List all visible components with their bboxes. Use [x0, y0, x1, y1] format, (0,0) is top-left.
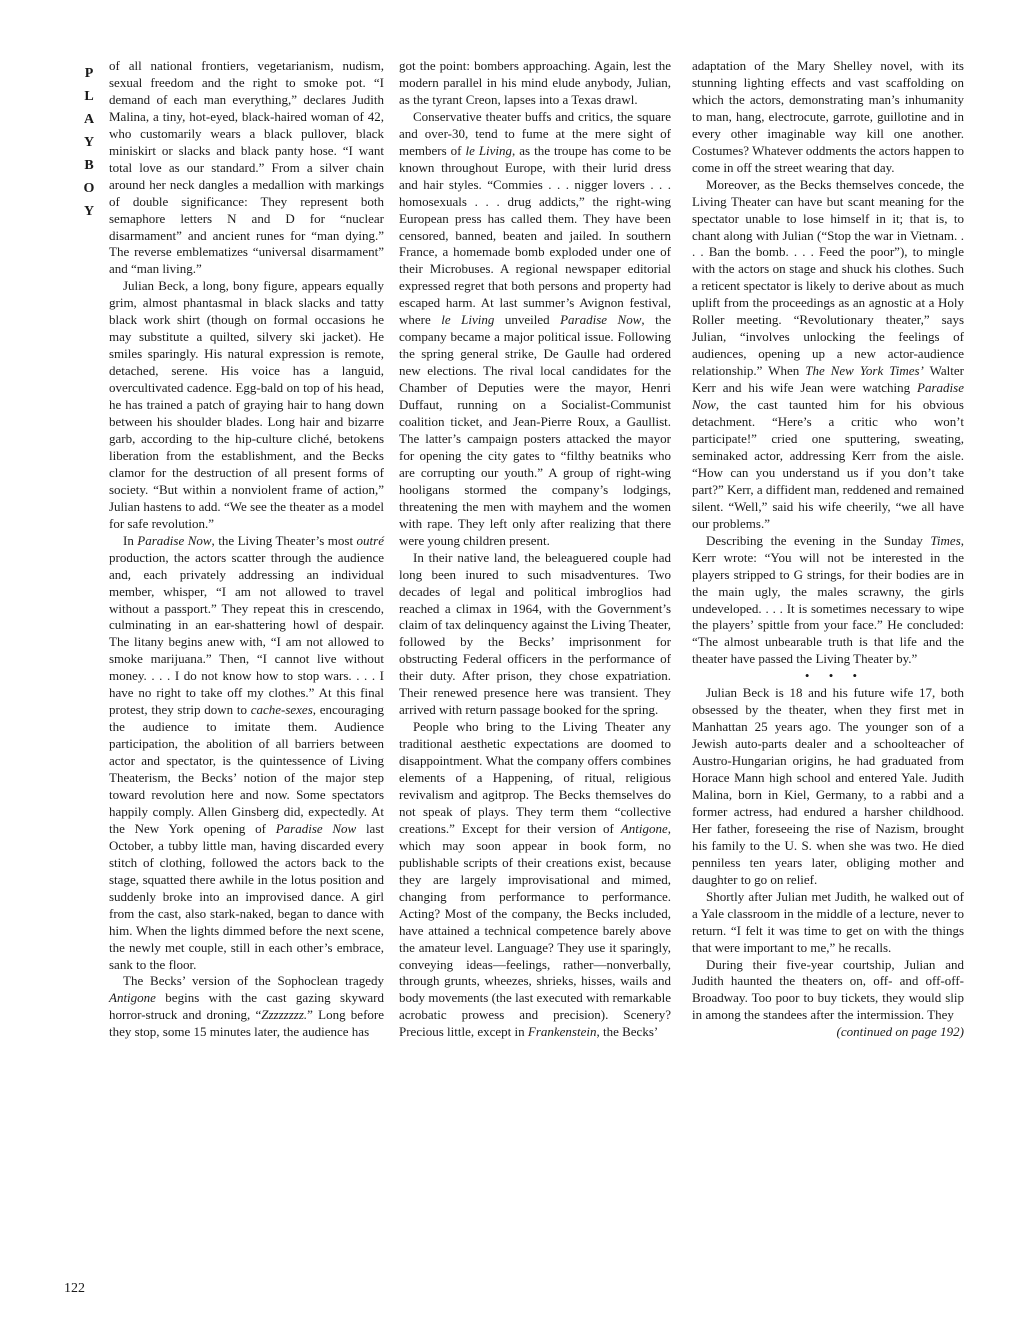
running-head-letter: L — [84, 89, 94, 104]
section-break: • • • — [804, 668, 866, 684]
text-column-3 — [692, 58, 964, 1041]
text-column-1 — [109, 58, 384, 1041]
paragraph: Julian Beck is 18 and his future wife 17, both obsessed by the theater, when they first met in Manhattan 25 years ago. The younger son of a Jewish auto-parts dealer and a schoolteacher of Austro-Hungarian origins, he had graduated from Horace Mann high school and entered Yale. Judith Malina, born in Kiel, Germany, to a rabbi and a former actress, had endured a harsher childhood. Her father, foreseeing the rise of Nazism, brought his family to the U. S. when she was two. He died penniless ten years later, obliging mother and daughter to go on relief. — [692, 685, 964, 887]
paragraph: In their native land, the beleaguered couple had long been inured to such misadventures. Two decades of legal and political imbroglios had reached a climax in 1964, with the Government’s claim of tax delinquency against the Living Theater, followed by the Becks’ imprisonment for obstructing Federal officers in the performance of their duty. After prison, they chose expatriation. Their renewed presence here was transient. They arrived with return passage booked for the spring. — [399, 549, 671, 718]
paragraph: Shortly after Julian met Judith, he walked out of a Yale classroom in the middle of a lecture, never to return. “I felt it was time to get on with the things that were important to me,” he recalls. — [692, 888, 964, 955]
text-column-2 — [399, 58, 671, 1041]
running-head — [78, 62, 100, 223]
running-head-letter: A — [83, 112, 95, 127]
paragraph: got the point: bombers approaching. Again, lest the modern parallel in his mind elude anybody, Julian, as the tyrant Creon, lapses into a Texas drawl. — [399, 58, 671, 107]
running-head-letter: Y — [83, 135, 95, 150]
paragraph: During their five-year courtship, Julian and Judith haunted the theaters on, off- and off-off-Broadway. Too poor to buy tickets, they would slip in among the standees after the intermission. They — [692, 956, 964, 1023]
paragraph: Moreover, as the Becks themselves concede, the Living Theater can have but scant meaning for the spectator unable to lose himself in it; that is, to chant along with Julian (“Stop the war in Vietnam. . . . Ban the bomb. . . . Feed the poor”), to mingle with the actors on stage and shuck his clothes. Such a reticent spectator is likely to derive about as much uplift from the proceedings as an agnostic at a Holy Roller meeting. “Revolutionary theater,” says Julian, “involves unlocking the feelings of audiences, opening up a new actor-audience relationship.” When The New York Times’ Walter Kerr and his wife Jean were watching Paradise Now, the cast taunted him for his obvious detachment. “Here’s a critic who won’t participate!” cried one sputtering, sweating, seminaked actor, addressing Kerr from the aisle. “How can you understand us if you don’t take part?” Kerr, a diffident man, reddened and remained silent. “Well,” said his wife cheerily, “we all have our problems.” — [692, 176, 964, 531]
paragraph: Julian Beck, a long, bony figure, appears equally grim, almost phantasmal in black slacks and tatty black work shirt (though on formal occasions he may substitute a quilted, silvery ski jacket). He smiles sparingly. His natural expression is remote, detached, serene. His voice has a languid, overcultivated cadence. Egg-bald on top of his head, he has trained a patch of graying hair to hang down between his shoulder blades. Long hair and bizarre garb, according to the hip-culture cliché, betokens liberation from the establishment, and the Becks clamor for the destruction of all present forms of society. “But within a nonviolent frame of action,” Julian hastens to add. “We see the theater as a model for safe revolution.” — [109, 278, 384, 531]
paragraph: The Becks’ version of the Sophoclean tragedy Antigone begins with the cast gazing skyward horror-struck and droning, “Zzzzzzzz.” Long before they stop, some 15 minutes later, the audience has — [109, 973, 384, 1040]
paragraph: of all national frontiers, vegetarianism, nudism, sexual freedom and the right to smoke pot. “I demand of each man everything,” declares Judith Malina, a tiny, hot-eyed, black-haired woman of 42, who customarily wears a black pullover, black miniskirt or slacks and black panty hose. “I want total love as our standard.” From a silver chain around her neck dangles a medallion with markings of double significance: They represent both semaphore letters N and D for “nuclear disarmament” and ancient runes for “man dying.” The reverse emblematizes “universal disarmament” and “man living.” — [109, 58, 384, 277]
paragraph: People who bring to the Living Theater any traditional aesthetic expectations are doomed to disappointment. What the company offers combines elements of a Happening, of ritual, religious revivalism and agitprop. The Becks themselves do not speak of plays. They term them “collective creations.” Except for their version of Antigone, which may soon appear in book form, no publishable scripts of their creations exist, because they are largely improvisational and mimed, changing from performance to performance. Acting? Most of the company, the Becks included, have attained a technical competence barely above the amateur level. Language? They use it sparingly, conveying ideas—feelings, rather—nonverbally, through grunts, wheezes, shrieks, hisses, wails and body movements (the last executed with remarkable acrobatic prowess and precision). Scenery? Precious little, except in Frankenstein, the Becks’ — [399, 719, 671, 1040]
paragraph: Conservative theater buffs and critics, the square and over-30, tend to fume at the mere sight of members of le Living, as the troupe has come to be known throughout Europe, with their lurid dress and hair styles. “Commies . . . nigger lovers . . . homosexuals . . . drug addicts,” the right-wing European press has called them. They have been censored, banned, beaten and jailed. In southern France, a homemade bomb exploded under one of their Microbuses. A regional newspaper editorial expressed regret that both persons and property had escaped harm. At last summer’s Avignon festival, where le Living unveiled Paradise Now, the company became a major political issue. Following the spring general strike, De Gaulle had ordered new elections. The rival local candidates for the Chamber of Deputies were the mayor, Henri Duffaut, running on a Socialist-Communist coalition ticket, and Jean-Pierre Roux, a Gaullist. The latter’s campaign posters attacked the mayor for opening the city gates to “filthy beatniks who are corrupting our youth.” A group of right-wing hooligans stormed the company’s lodgings, threatening the men with mayhem and the women with rape. They left only after realizing that there were young children present. — [399, 108, 671, 548]
paragraph: adaptation of the Mary Shelley novel, with its stunning lighting effects and vast scaffolding on which the actors, demonstrating man’s inhumanity to man, hang, electrocute, garrote, guillotine and in every other imaginable way kill one another. Costumes? Whatever oddments the actors happen to come in off the street wearing that day. — [692, 58, 964, 175]
running-head-letter: O — [83, 181, 95, 196]
running-head-letter: B — [84, 158, 94, 173]
page-number: 122 — [64, 1281, 85, 1296]
running-head-letter: Y — [83, 204, 95, 219]
running-head-letter: P — [84, 66, 94, 81]
continued-note: (continued on page 192) — [836, 1024, 964, 1040]
paragraph: In Paradise Now, the Living Theater’s most outré production, the actors scatter through the audience and, each privately addressing an individual member, whisper, “I am not allowed to travel without a passport.” They repeat this in crescendo, culminating in an ear-shattering howl of despair. The litany begins anew with, “I am not allowed to smoke marijuana.” Then, “I cannot live without money. . . . I do not know how to stop wars. . . . I have no right to take off my clothes.” At this final protest, they strip down to cache-sexes, encouraging the audience to imitate them. Audience participation, the abolition of all barriers between actor and spectator, is the quintessence of Living Theaterism, the Becks’ notion of the major step toward revolution here and now. Some spectators happily comply. Allen Ginsberg did, expectedly. At the New York opening of Paradise Now last October, a tubby little man, having discarded every stitch of clothing, followed the actors back to the stage, squatted there awhile in the lotus position and suddenly broke into an improvised dance. A girl from the cast, also stark-naked, began to dance with him. When the lights dimmed before the next scene, the newly met couple, still in each other’s embrace, sank to the floor. — [109, 532, 384, 972]
paragraph: Describing the evening in the Sunday Times, Kerr wrote: “You will not be interested in the players stripped to G strings, for their bodies are in the main ugly, the males scrawny, the girls undeveloped. . . . It is sometimes necessary to wipe the players’ spittle from your face.” He concluded: “The almost unbearable truth is that life and the theater have passed the Living Theater by.” — [692, 532, 964, 667]
